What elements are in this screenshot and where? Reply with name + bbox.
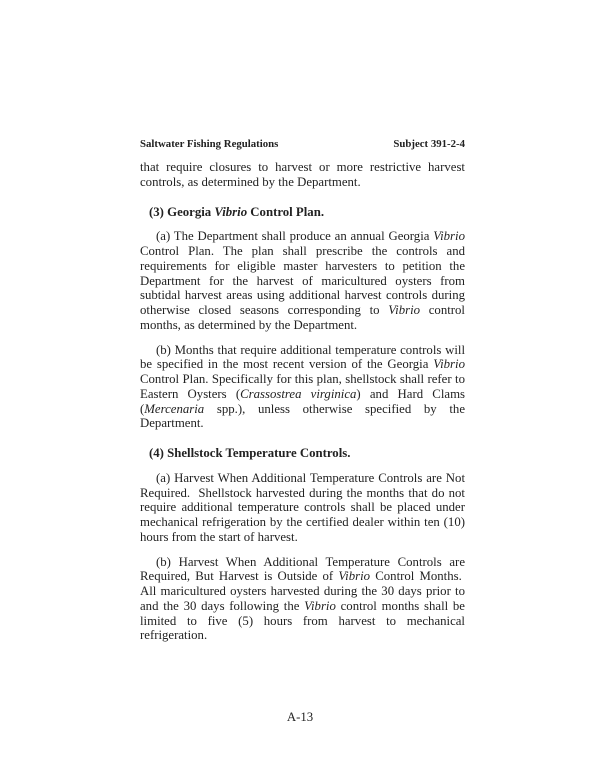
document-body — [140, 160, 465, 643]
document-content — [140, 138, 465, 643]
running-header-title: Saltwater Fishing Regulations — [140, 138, 279, 150]
section-4a-paragraph: (a) Harvest When Additional Temperature Controls are Not Required. Shellstock harvested during the months that do not require additional temperature controls shall be placed under mechanical refrigeration by the certified dealer within ten (10) hours from the start of harvest. — [140, 470, 465, 544]
section-4-heading: (4) Shellstock Temperature Controls. — [149, 446, 351, 460]
section-3b-paragraph: (b) Months that require additional temperature controls will be specified in the most recent version of the Georgia Vibrio Control Plan. Specifically for this plan, shellstock shall refer to Eastern Oysters (Crassostrea virginica) and Hard Clams (Mercenaria spp.), unless otherwise specified by the Department. — [140, 342, 465, 431]
page-number: A-13 — [286, 710, 314, 724]
section-3a-paragraph: (a) The Department shall produce an annual Georgia Vibrio Control Plan. The plan shall prescribe the controls and requirements for eligible master harvesters to petition the Department for the harvest of maricultured oysters from subtidal harvest areas using additional harvest controls during otherwise closed seasons corresponding to Vibrio control months, as determined by the Department. — [140, 229, 465, 332]
running-header-subject: Subject 391-2-4 — [393, 138, 465, 150]
section-4b-paragraph: (b) Harvest When Additional Temperature Controls are Required, But Harvest is Outside of Vibrio Control Months. All maricultured oysters harvested during the 30 days prior to and the 30 days following the Vibrio control months shall be limited to five (5) hours from harvest to mechanical refrigeration. — [140, 554, 465, 643]
intro-continuation-paragraph: that require closures to harvest or more restrictive harvest controls, as determined by the Department. — [140, 160, 465, 189]
running-header — [140, 138, 465, 151]
section-3-heading: (3) Georgia Vibrio Control Plan. — [149, 204, 325, 219]
